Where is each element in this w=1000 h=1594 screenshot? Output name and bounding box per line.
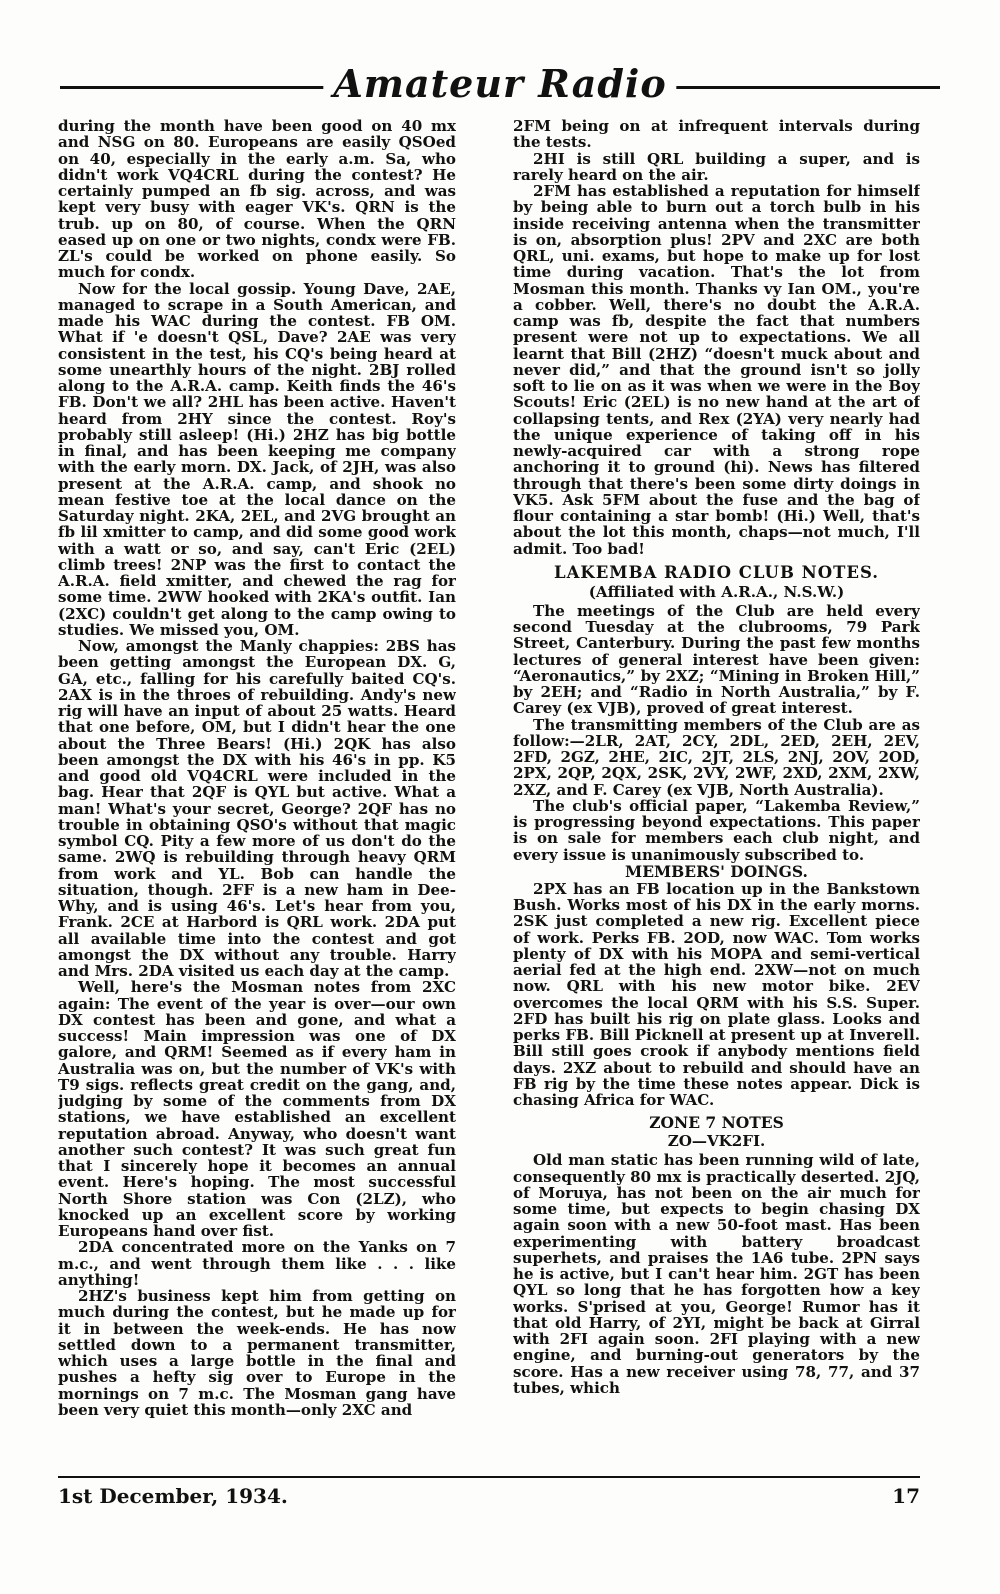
section-subheading-zone7: ZO—VK2FI.	[667, 1132, 766, 1151]
footer-rule	[58, 1476, 920, 1478]
paragraph: 2HZ's business kept him from getting on much during the contest, but he made up for it in between the week-ends. He has now settled down to a permanent transmitter, which uses a large bottle in the final and pushes a hefty sig over to Europe in the mornings on 7 m.c. The Mosman gang have been very quiet this month—only 2XC and	[58, 1287, 456, 1419]
paragraph: 2FM has established a reputation for himself by being able to burn out a torch bulb in his inside receiving antenna when the transmitter is on, absorption plus! 2PV and 2XC are both QRL, uni. exams, but hope to make up for lost time during vacation. That's the lot from Mosman this month. Thanks vy Ian OM., you're a cobber. Well, there's no doubt the A.R.A. camp was fb, despite the fact that numbers present were not up to expectations. We all learnt that Bill (2HZ) “doesn't muck about and never did,” and that the ground isn't so jolly soft to lie on as it was when we were in the Boy Scouts! Eric (2EL) is no new hand at the art of collapsing tents, and Rex (2YA) very nearly had the unique experience of taking off in his newly-acquired car with a strong rope anchoring it to ground (hi). News has filtered through that there's been some dirty doings in VK5. Ask 5FM about the fuse and the bag of flour containing a star bomb! (Hi.) Well, that's about the lot this month, chaps—not much, I'll admit. Too bad!	[513, 182, 920, 558]
paragraph: Old man static has been running wild of late, consequently 80 mx is practically deserted. 2JQ, of Moruya, has not been on the air much for some time, but expects to begin chasing DX again soon with a new 50-foot mast. Has been experimenting with battery broadcast superhets, and praises the 1A6 tube. 2PN says he is active, but I can't hear him. 2GT has been QYL so long that he has forgotten how a key works. S'prised at you, George! Rumor has it that old Harry, of 2YI, might be back at Girral with 2FI again soon. 2FI playing with a new engine, and burning-out generators by the score. Has a new receiver using 78, 77, and 37 tubes, which	[513, 1151, 920, 1397]
right-column	[513, 118, 920, 1484]
paragraph: The club's official paper, “Lakemba Review,” is progressing beyond expectations. This paper is on sale for members each club night, and every issue is unanimously subscribed to.	[513, 796, 920, 864]
paragraph: 2FM being on at infrequent intervals during the tests.	[513, 118, 920, 152]
paragraph: Now, amongst the Manly chappies: 2BS has been getting amongst the European DX. G, GA, etc., falling for his carefully baited CQ's. 2AX is in the throes of rebuilding. Andy's new rig will have an input of about 25 watts. Heard that one before, OM, but I didn't hear the one about the Three Bears! (Hi.) 2QK has also been amongst the DX with his 46's in pp. K5 and good old VQ4CRL were included in the bag. Hear that 2QF is QYL but active. What a man! What's your secret, George? 2QF has no trouble in obtaining QSO's without that magic symbol CQ. Pity a few more of us don't do the same. 2WQ is rebuilding through heavy QRM from work and YL. Bob can handle the situation, though. 2FF is a new ham in Dee-Why, and is using 46's. Let's hear from you, Frank. 2CE at Harbord is QRL work. 2DA put all available time into the contest and got amongst the DX without any trouble. Harry and Mrs. 2DA visited us each day at the camp.	[58, 637, 456, 980]
paragraph: 2DA concentrated more on the Yanks on 7 m.c., and went through them like . . . like anything!	[58, 1238, 456, 1289]
paragraph: Now for the local gossip. Young Dave, 2AE, managed to scrape in a South American, and made his WAC during the contest. FB OM. What if 'e doesn't QSL, Dave? 2AE was very consistent in the test, his CQ's being heard at some unearthly hours of the night. 2BJ rolled along to the A.R.A. camp. Keith finds the 46's FB. Don't we all? 2HL has been active. Haven't heard from 2HY since the contest. Roy's probably still asleep! (Hi.) 2HZ has big bottle in final, and has been keeping me company with the early morn. DX. Jack, of 2JH, was also present at the A.R.A. camp, and shook no mean festive toe at the local dance on the Saturday night. 2KA, 2EL, and 2VG brought an fb lil xmitter to camp, and did some good work with a watt or so, and say, can't Eric (2EL) climb trees! 2NP was the first to contact the A.R.A. field xmitter, and chewed the rag for some time. 2WW hooked with 2KA's outfit. Ian (2XC) couldn't get along to the camp owing to studies. We missed you, OM.	[58, 279, 456, 639]
page-number: 17	[892, 1484, 920, 1508]
paragraph: during the month have been good on 40 mx and NSG on 80. Europeans are easily QSOed on 40, especially in the early a.m. Sa, who didn't work VQ4CRL during the contest? He certainly pumped an fb sig. across, and was kept very busy with eager VK's. QRN is the trub. up on 80, of course. When the QRN eased up on one or two nights, condx were FB. ZL's could be worked on phone easily. So much for condx.	[58, 118, 456, 282]
left-column	[58, 118, 456, 1484]
paragraph: The meetings of the Club are held every second Tuesday at the clubrooms, 79 Park Street, Canterbury. During the past few months lectures of general interest have been given: “Aeronautics,” by 2XZ; “Mining in Broken Hill,” by 2EH; and “Radio in North Australia,” by F. Carey (ex VJB), proved of great interest.	[513, 601, 920, 718]
section-heading-zone7: ZONE 7 NOTES	[649, 1113, 784, 1133]
issue-date: 1st December, 1934.	[58, 1484, 288, 1508]
paragraph: The transmitting members of the Club are as follow:—2LR, 2AT, 2CY, 2DL, 2ED, 2EH, 2EV, 2FD, 2GZ, 2HE, 2IC, 2JT, 2LS, 2NJ, 2OV, 2OD, 2PX, 2QP, 2QX, 2SK, 2VY, 2WF, 2XD, 2XM, 2XW, 2XZ, and F. Carey (ex VJB, North Australia).	[513, 715, 920, 799]
paragraph: 2PX has an FB location up in the Bankstown Bush. Works most of his DX in the early morns. 2SK just completed a new rig. Excellent piece of work. Perks FB. 2OD, now WAC. Tom works plenty of DX with his MOPA and semi-vertical aerial fed at the high end. 2XW—not on much now. QRL with his new motor bike. 2EV overcomes the local QRM with his S.S. Super. 2FD has built his rig on plate glass. Looks and perks FB. Bill Picknell at present up at Inverell. Bill still goes crook if anybody mentions field days. 2XZ about to rebuild and should have an FB rig by the time these notes appear. Dick is chasing Africa for WAC.	[513, 879, 920, 1109]
section-heading-lakemba: LAKEMBA RADIO CLUB NOTES.	[553, 562, 880, 582]
page-footer	[58, 1476, 920, 1508]
section-heading-members: MEMBERS' DOINGS.	[625, 861, 808, 881]
section-subheading-lakemba: (Affiliated with A.R.A., N.S.W.)	[588, 582, 845, 601]
masthead-title: Amateur Radio	[323, 62, 676, 106]
paragraph: 2HI is still QRL building a super, and is rarely heard on the air.	[513, 149, 920, 184]
page-header	[60, 62, 940, 108]
paragraph: Well, here's the Mosman notes from 2XC again: The event of the year is over—our own DX contest has been and gone, and what a success! Main impression was one of DX galore, and QRM! Seemed as if every ham in Australia was on, but the number of VK's with T9 sigs. reflects great credit on the gang, and, judging by some of the comments from DX stations, we have established an excellent reputation abroad. Anyway, who doesn't want another such contest? It was such great fun that I sincerely hope it becomes an annual event. Here's hoping. The most successful North Shore station was Con (2LZ), who knocked up an excellent score by working Europeans hand over fist.	[58, 978, 456, 1240]
